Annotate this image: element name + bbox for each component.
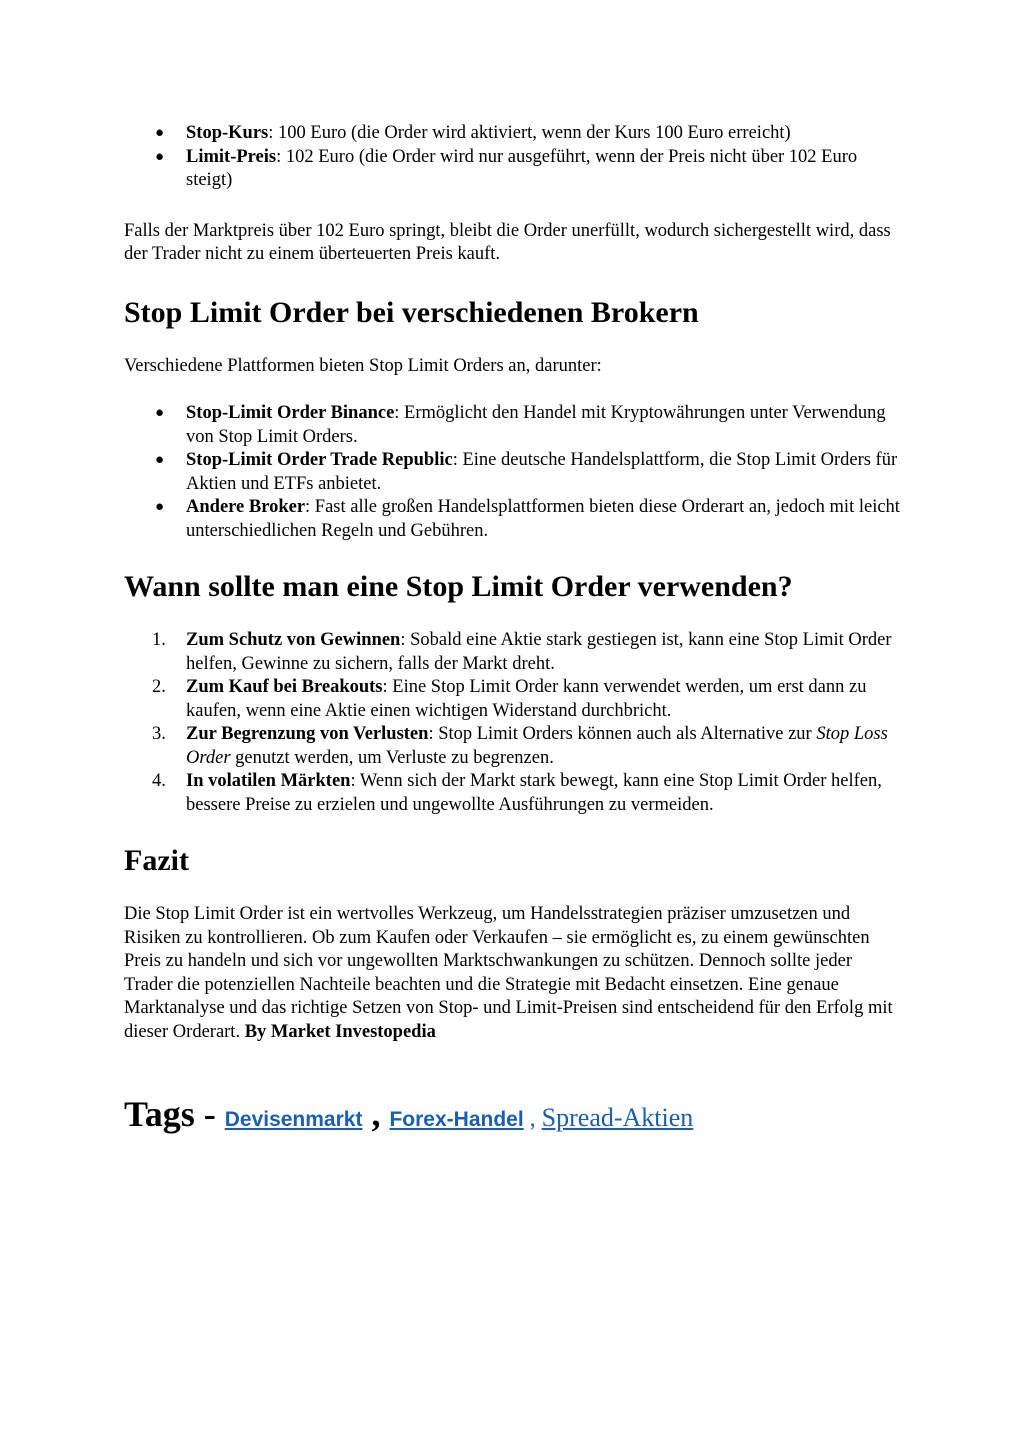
list-item [155,146,904,193]
list-item-term: Stop-Limit Order Binance [186,403,395,423]
list-item [152,723,904,770]
list-item-term: Zum Schutz von Gewinnen [186,630,401,650]
list-number: 3. [152,724,166,744]
list-item [155,122,904,146]
list-item [155,496,904,543]
list-item-text: : Wenn sich der Markt stark bewegt, kann eine Stop Limit Order helfen, bessere Preise zu erzielen und ungewollte Ausführungen zu vermeiden. [186,771,882,815]
fazit-signature: By Market Investopedia [244,1021,436,1042]
document-page [124,122,904,1140]
list-item-term: Stop-Kurs [186,123,269,143]
list-item-term: Zum Kauf bei Breakouts [186,677,383,697]
bullet-icon: ● [155,405,165,421]
intro-list [124,122,904,193]
list-item-text: : Eine deutsche Handelsplattform, die Stop Limit Orders für Aktien und ETFs anbietet. [186,450,898,494]
fazit-paragraph [124,903,904,1044]
list-item [155,402,904,449]
tag-link-forex-handel[interactable]: Forex-Handel [389,1108,524,1131]
brokers-list [124,402,904,543]
list-item [152,629,904,676]
list-item [152,676,904,723]
list-item-term: Andere Broker [186,497,306,517]
list-item-term: In volatilen Märkten [186,771,351,791]
heading-brokers: Stop Limit Order bei verschiedenen Brokern [124,295,699,329]
tag-link-spread-aktien[interactable]: Spread-Aktien [541,1103,694,1132]
list-item-term: Limit-Preis [186,146,277,167]
brokers-lead: Verschiedene Plattformen bieten Stop Limit Orders an, darunter: [124,355,602,376]
heading-fazit: Fazit [124,844,189,877]
list-item-text: : Ermöglicht den Handel mit Kryptowährungen unter Verwendung von Stop Limit Orders. [186,403,886,447]
list-item-text: : 102 Euro (die Order wird nur ausgeführt, wenn der Preis nicht über 102 Euro steigt) [186,146,858,190]
tags-separator: , [362,1094,390,1134]
list-number: 4. [152,771,166,791]
tag-link-devisenmarkt[interactable]: Devisenmarkt [224,1108,363,1131]
list-item [155,449,904,496]
tags-label: Tags [124,1094,195,1134]
fazit-text: Die Stop Limit Order ist ein wertvolles Werkzeug, um Handelsstrategien präziser umzusetzen und Risiken zu kontrollieren. Ob zum Kaufen oder Verkaufen – sie ermöglicht es, zu einem gewünschten Preis zu handeln und sich vor ungewollten Marktschwankungen zu schützen. Dennoch sollte jeder Trader die potenziellen Nachteile beachten und die Strategie mit Bedacht einsetzen. Eine genaue Marktanalyse und das richtige Setzen von Stop- und Limit-Preisen sind entscheidend für den Erfolg mit dieser Orderart. [124,904,893,1042]
bullet-icon: ● [155,148,165,165]
when-list [124,629,904,817]
list-item-term: Stop-Limit Order Trade Republic [186,450,453,470]
list-item-text: : 100 Euro (die Order wird aktiviert, wenn der Kurs 100 Euro erreicht) [268,123,791,143]
bullet-icon: ● [155,452,165,468]
bullet-icon: ● [155,499,165,515]
list-item [152,770,904,817]
bullet-icon: ● [155,125,165,141]
heading-when: Wann sollte man eine Stop Limit Order verwenden? [124,570,793,603]
tags-separator: , [523,1106,542,1132]
tags-dash: - [194,1094,225,1134]
list-item-text-after: genutzt werden, um Verluste zu begrenzen. [230,747,554,768]
list-item-text: : Fast alle großen Handelsplattformen bieten diese Orderart an, jedoch mit leicht unterschiedlichen Regeln und Gebühren. [186,497,900,541]
tags-line [124,1094,904,1140]
list-number: 2. [152,677,166,697]
list-item-term: Zur Begrenzung von Verlusten [186,724,429,744]
intro-paragraph: Falls der Marktpreis über 102 Euro springt, bleibt die Order unerfüllt, wodurch sichergestellt wird, dass der Trader nicht zu einem überteuerten Preis kauft. [124,220,891,264]
list-number: 1. [152,630,166,650]
list-item-italic: Stop Loss Order [186,724,888,768]
list-item-text: : Eine Stop Limit Order kann verwendet werden, um erst dann zu kaufen, wenn eine Aktie einen wichtigen Widerstand durchbricht. [186,677,867,721]
list-item-text: : Stop Limit Orders können auch als Alternative zur [428,724,817,744]
list-item-text: : Sobald eine Aktie stark gestiegen ist, kann eine Stop Limit Order helfen, Gewinne zu sichern, falls der Markt dreht. [186,630,892,674]
